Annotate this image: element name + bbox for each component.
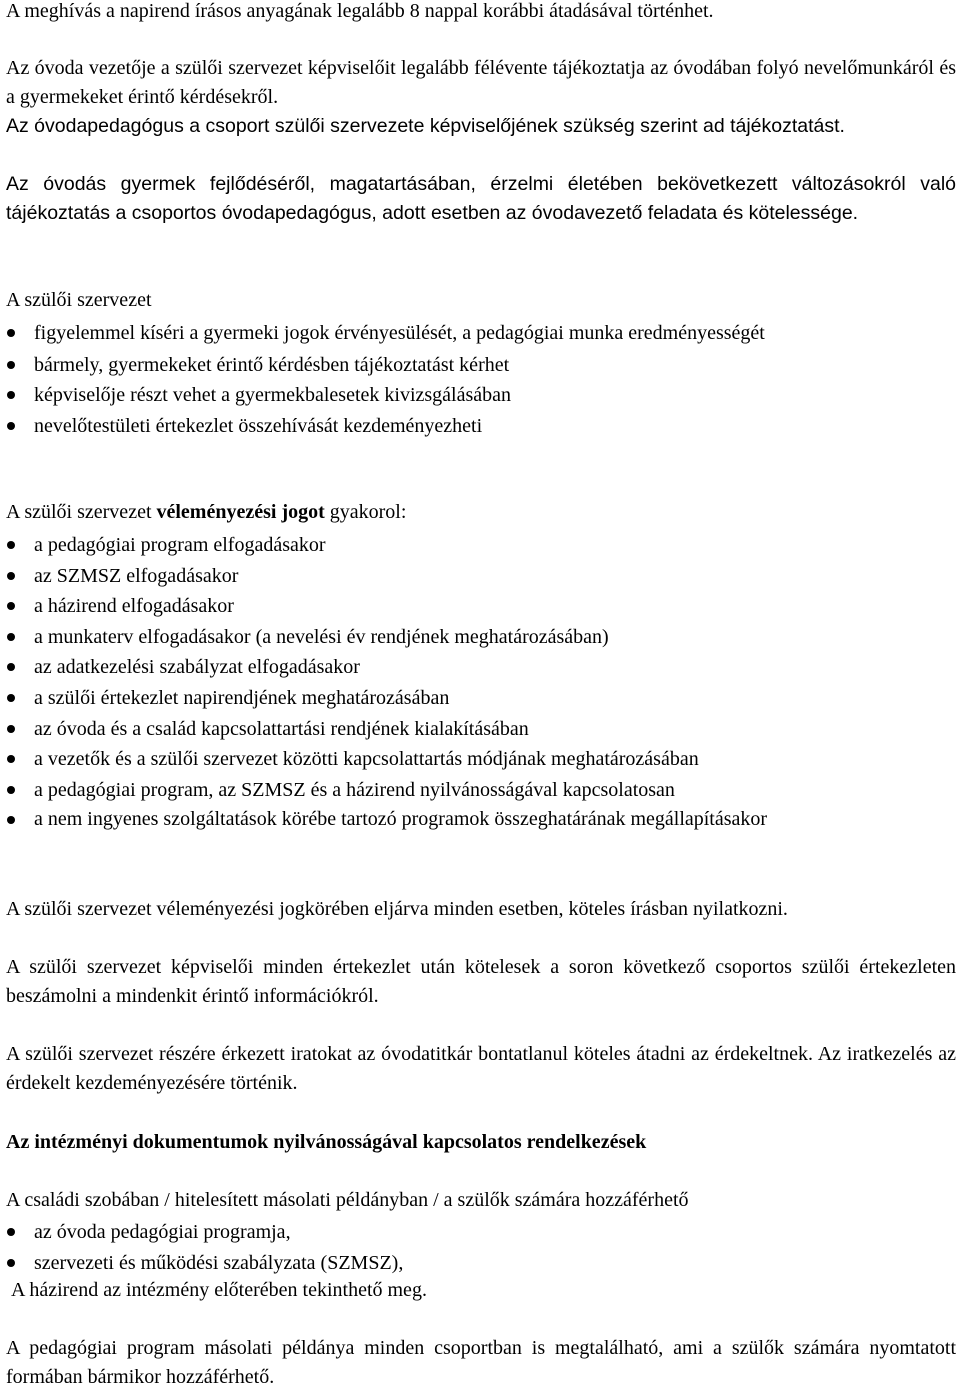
paragraph-child-development: Az óvodás gyermek fejlődéséről, magatartásában, érzelmi életében bekövetkezett változásokról való tájékoztatás a csoportos óvodapedagógus, adott esetben az óvodavezető feladata és kötelessége. (6, 173, 956, 224)
list-item: szervezeti és működési szabályzata (SZMSZ), (6, 1248, 956, 1279)
list-item: képviselője részt vehet a gyermekbalesetek kivizsgálásában (6, 380, 956, 411)
bullet-icon (7, 541, 15, 549)
list-item: a nem ingyenes szolgáltatások körébe tartozó programok összeghatárának megállapításakor (6, 805, 956, 834)
list3-heading: A családi szobában / hitelesített másolati példányban / a szülők számára hozzáférhető (6, 1189, 689, 1211)
bullet-icon (7, 816, 15, 824)
bullet-icon (7, 633, 15, 641)
opinion-rights-list (6, 530, 956, 834)
bullet-icon (7, 602, 15, 610)
list1-heading: A szülői szervezet (6, 289, 152, 311)
list-item: az SZMSZ elfogadásakor (6, 561, 956, 592)
list-item: a vezetők és a szülői szervezet közötti kapcsolattartás módjának meghatározásában (6, 744, 956, 775)
paragraph-pedagogical-program: A pedagógiai program másolati példánya minden csoportban is megtalálható, ami a szülők számára nyomtatott formában bármikor hozzáférhető. (6, 1337, 956, 1388)
public-documents-list (6, 1217, 956, 1278)
paragraph-teacher-info: Az óvodapedagógus a csoport szülői szervezete képviselőjének szükség szerint ad tájékoztatást. (6, 115, 845, 137)
list-item: a munkaterv elfogadásakor (a nevelési év rendjének meghatározásában) (6, 622, 956, 653)
bullet-icon (7, 755, 15, 763)
bullet-icon (7, 725, 15, 733)
bullet-icon (7, 1228, 15, 1236)
list-item: az óvoda és a család kapcsolattartási rendjének kialakításában (6, 714, 956, 745)
bullet-icon (7, 572, 15, 580)
bullet-icon (7, 1259, 15, 1267)
paragraph-report-duty: A szülői szervezet képviselői minden értekezlet után kötelesek a soron következő csoportos szülői értekezleten beszámolni a mindenkit érintő információkról. (6, 956, 956, 1007)
bullet-icon (7, 694, 15, 702)
list-item: a pedagógiai program elfogadásakor (6, 530, 956, 561)
list-item: bármely, gyermekeket érintő kérdésben tájékoztatást kérhet (6, 350, 956, 381)
list-item: az óvoda pedagógiai programja, (6, 1217, 956, 1248)
bullet-icon (7, 391, 15, 399)
list-item: a szülői értekezlet napirendjének meghatározásában (6, 683, 956, 714)
parent-org-rights-list (6, 318, 956, 441)
list-item: nevelőtestületi értekezlet összehívását kezdeményezheti (6, 411, 956, 442)
bullet-icon (7, 786, 15, 794)
paragraph-written-statement: A szülői szervezet véleményezési jogkörében eljárva minden esetben, köteles írásban nyilatkozni. (6, 898, 788, 920)
list-item: a házirend elfogadásakor (6, 591, 956, 622)
paragraph-documents-handling: A szülői szervezet részére érkezett iratokat az óvodatitkár bontatlanul köteles átadni az érdekeltnek. Az iratkezelés az érdekelt kezdeményezésére történik. (6, 1043, 956, 1094)
list-item: a pedagógiai program, az SZMSZ és a házirend nyilvánosságával kapcsolatosan (6, 775, 956, 806)
list-item: figyelemmel kíséri a gyermeki jogok érvényesülését, a pedagógiai munka eredményességét (6, 318, 956, 349)
section-title: Az intézményi dokumentumok nyilvánosságával kapcsolatos rendelkezések (6, 1131, 647, 1153)
paragraph-invitation: A meghívás a napirend írásos anyagának legalább 8 nappal korábbi átadásával történhet. (6, 0, 714, 22)
bullet-icon (7, 422, 15, 430)
list-item: az adatkezelési szabályzat elfogadásakor (6, 652, 956, 683)
list2-heading: A szülői szervezet véleményezési jogot gyakorol: (6, 501, 407, 523)
bullet-icon (7, 663, 15, 671)
paragraph-leader-info: Az óvoda vezetője a szülői szervezet képviselőit legalább félévente tájékoztatja az óvodában folyó nevelőmunkáról és a gyermekeket érintő kérdésekről. (6, 57, 956, 108)
bullet-icon (7, 329, 15, 337)
paragraph-house-rules: A házirend az intézmény előterében tekinthető meg. (11, 1279, 427, 1301)
bullet-icon (7, 361, 15, 369)
